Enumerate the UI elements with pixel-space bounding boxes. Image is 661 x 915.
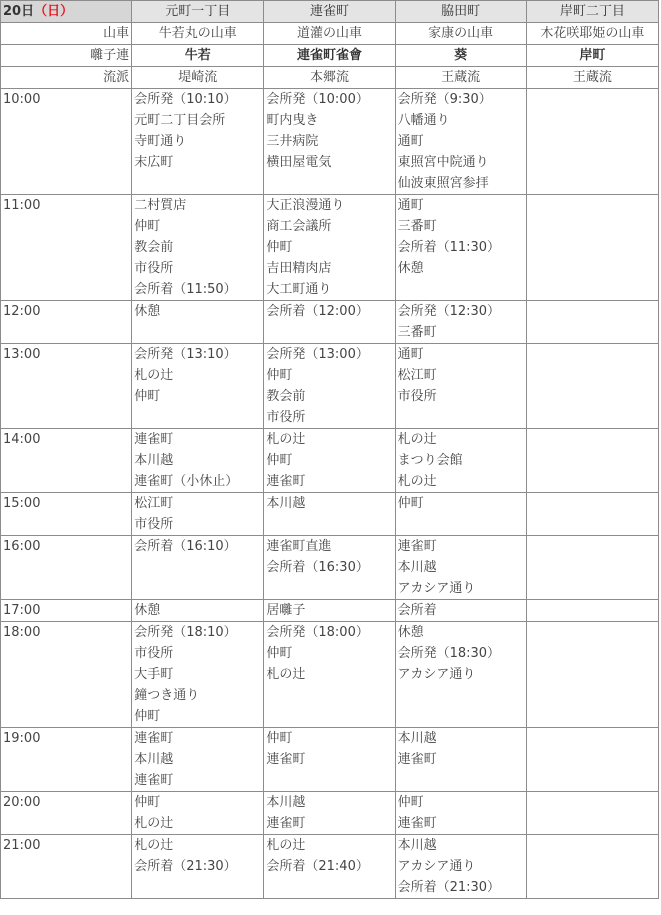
route-cell bbox=[395, 301, 526, 344]
route-stop: 仲町 bbox=[397, 496, 424, 511]
route-cell bbox=[132, 792, 264, 835]
route-stop: 会所着（21:30） bbox=[397, 880, 501, 895]
route-stop: 連雀町 bbox=[134, 731, 174, 746]
schedule-row bbox=[1, 89, 659, 195]
route-stop: 大手町 bbox=[134, 667, 174, 682]
route-stop: 会所発（13:00） bbox=[266, 347, 369, 362]
route-cell bbox=[132, 835, 264, 899]
route-cell bbox=[264, 301, 395, 344]
route-cell bbox=[395, 835, 526, 899]
route-cell bbox=[132, 493, 264, 536]
route-stop: 仲町 bbox=[266, 368, 293, 383]
time-cell: 12:00 bbox=[1, 301, 132, 344]
route-stop: 会所発（18:30） bbox=[397, 646, 501, 661]
route-cell bbox=[132, 429, 264, 493]
time-cell: 14:00 bbox=[1, 429, 132, 493]
route-stop: 教会前 bbox=[266, 389, 306, 404]
route-stop: 松江町 bbox=[134, 496, 174, 511]
route-stop: 松江町 bbox=[397, 368, 437, 383]
route-cell bbox=[526, 493, 658, 536]
schedule-row bbox=[1, 622, 659, 728]
info-row-label: 山車 bbox=[1, 23, 132, 45]
route-stop: 市役所 bbox=[266, 410, 306, 425]
route-cell bbox=[526, 195, 658, 301]
route-stop: 仲町 bbox=[266, 453, 293, 468]
route-cell bbox=[526, 728, 658, 792]
route-stop: 大工町通り bbox=[266, 282, 332, 297]
route-cell bbox=[264, 835, 395, 899]
route-stop: 連雀町 bbox=[266, 816, 306, 831]
route-stop: 鐘つき通り bbox=[134, 688, 200, 703]
route-stop: 三井病院 bbox=[266, 134, 319, 149]
route-cell bbox=[264, 344, 395, 429]
time-cell: 15:00 bbox=[1, 493, 132, 536]
info-cell: 牛若丸の山車 bbox=[132, 23, 264, 45]
route-stop: 本川越 bbox=[266, 496, 306, 511]
route-stop: アカシア通り bbox=[397, 859, 476, 874]
route-stop: 八幡通り bbox=[397, 113, 450, 128]
time-cell: 16:00 bbox=[1, 536, 132, 600]
route-stop: まつり会館 bbox=[397, 453, 463, 468]
route-cell bbox=[264, 728, 395, 792]
route-stop: 会所発（10:10） bbox=[134, 92, 237, 107]
route-stop: 仲町 bbox=[266, 731, 293, 746]
time-cell: 20:00 bbox=[1, 792, 132, 835]
route-stop: 会所着（16:10） bbox=[134, 539, 237, 554]
route-cell bbox=[132, 89, 264, 195]
route-stop: 会所着（21:30） bbox=[134, 859, 237, 874]
route-cell bbox=[526, 89, 658, 195]
route-stop: 仙波東照宮参拝 bbox=[397, 176, 489, 191]
route-stop: 本川越 bbox=[397, 838, 437, 853]
route-cell bbox=[132, 600, 264, 622]
time-cell: 19:00 bbox=[1, 728, 132, 792]
route-stop: 会所着（21:40） bbox=[266, 859, 369, 874]
route-stop: 仲町 bbox=[134, 709, 161, 724]
day-of-week-label: （日） bbox=[34, 4, 74, 19]
route-cell bbox=[526, 536, 658, 600]
route-stop: 本川越 bbox=[134, 453, 174, 468]
route-stop: 会所着 bbox=[397, 603, 437, 618]
route-stop: 仲町 bbox=[266, 646, 293, 661]
route-cell bbox=[264, 536, 395, 600]
route-cell bbox=[264, 195, 395, 301]
route-stop: 本川越 bbox=[134, 752, 174, 767]
route-stop: 三番町 bbox=[397, 219, 437, 234]
route-stop: 本川越 bbox=[397, 731, 437, 746]
town-header-row bbox=[1, 1, 659, 23]
town-header-renjakucho: 連雀町 bbox=[264, 1, 395, 23]
route-cell bbox=[264, 622, 395, 728]
route-stop: 仲町 bbox=[266, 240, 293, 255]
route-stop: 札の辻 bbox=[134, 368, 174, 383]
route-stop: 市役所 bbox=[134, 517, 174, 532]
schedule-row bbox=[1, 728, 659, 792]
schedule-row bbox=[1, 493, 659, 536]
date-label: 20日 bbox=[3, 4, 35, 19]
route-stop: 会所着（11:50） bbox=[134, 282, 237, 297]
route-cell bbox=[264, 792, 395, 835]
route-stop: 休憩 bbox=[397, 261, 424, 276]
schedule-row bbox=[1, 301, 659, 344]
route-stop: 連雀町 bbox=[397, 816, 437, 831]
route-stop: アカシア通り bbox=[397, 581, 476, 596]
info-cell: 王蔵流 bbox=[526, 67, 658, 89]
route-cell bbox=[526, 429, 658, 493]
route-cell bbox=[395, 728, 526, 792]
time-cell: 21:00 bbox=[1, 835, 132, 899]
date-corner-cell bbox=[1, 1, 132, 23]
schedule-rows bbox=[1, 89, 659, 899]
route-cell bbox=[132, 344, 264, 429]
route-stop: 三番町 bbox=[397, 325, 437, 340]
info-rows bbox=[1, 23, 659, 89]
route-cell bbox=[395, 195, 526, 301]
route-cell bbox=[526, 622, 658, 728]
route-stop: 寺町通り bbox=[134, 134, 187, 149]
schedule-header bbox=[1, 1, 659, 23]
route-cell bbox=[395, 622, 526, 728]
route-stop: 連雀町 bbox=[266, 474, 306, 489]
info-row bbox=[1, 45, 659, 67]
route-stop: 札の辻 bbox=[266, 667, 306, 682]
info-cell: 道灌の山車 bbox=[264, 23, 395, 45]
route-cell bbox=[264, 493, 395, 536]
route-stop: 通町 bbox=[397, 347, 424, 362]
info-row-label: 流派 bbox=[1, 67, 132, 89]
schedule-row bbox=[1, 536, 659, 600]
route-stop: 横田屋電気 bbox=[266, 155, 332, 170]
route-stop: 仲町 bbox=[134, 795, 161, 810]
route-cell bbox=[132, 195, 264, 301]
route-cell bbox=[132, 301, 264, 344]
route-stop: 札の辻 bbox=[266, 432, 306, 447]
info-cell: 王蔵流 bbox=[395, 67, 526, 89]
route-stop: 教会前 bbox=[134, 240, 174, 255]
route-cell bbox=[395, 600, 526, 622]
route-stop: 市役所 bbox=[397, 389, 437, 404]
route-stop: 大正浪漫通り bbox=[266, 198, 345, 213]
route-cell bbox=[395, 344, 526, 429]
time-cell: 11:00 bbox=[1, 195, 132, 301]
route-cell bbox=[395, 536, 526, 600]
info-cell: 葵 bbox=[395, 45, 526, 67]
route-cell bbox=[395, 493, 526, 536]
info-cell: 本郷流 bbox=[264, 67, 395, 89]
route-cell bbox=[526, 792, 658, 835]
route-cell bbox=[526, 344, 658, 429]
route-stop: 連雀町（小休止） bbox=[134, 474, 239, 489]
route-stop: 二村質店 bbox=[134, 198, 187, 213]
route-stop: 札の辻 bbox=[134, 816, 174, 831]
route-stop: 札の辻 bbox=[397, 474, 437, 489]
route-cell bbox=[132, 536, 264, 600]
route-stop: 休憩 bbox=[134, 603, 161, 618]
schedule-row bbox=[1, 195, 659, 301]
route-stop: 仲町 bbox=[397, 795, 424, 810]
route-stop: 会所発（9:30） bbox=[397, 92, 492, 107]
info-cell: 連雀町雀會 bbox=[264, 45, 395, 67]
town-header-kishimachi: 岸町二丁目 bbox=[526, 1, 658, 23]
schedule-row bbox=[1, 600, 659, 622]
town-header-motomachi: 元町一丁目 bbox=[132, 1, 264, 23]
town-header-wakitacho: 脇田町 bbox=[395, 1, 526, 23]
info-row bbox=[1, 67, 659, 89]
route-stop: 会所着（11:30） bbox=[397, 240, 501, 255]
route-cell bbox=[395, 792, 526, 835]
info-cell: 牛若 bbox=[132, 45, 264, 67]
route-stop: 札の辻 bbox=[134, 838, 174, 853]
time-cell: 17:00 bbox=[1, 600, 132, 622]
time-cell: 18:00 bbox=[1, 622, 132, 728]
route-stop: 末広町 bbox=[134, 155, 174, 170]
route-cell bbox=[526, 835, 658, 899]
route-cell bbox=[395, 89, 526, 195]
route-cell bbox=[264, 600, 395, 622]
info-cell: 木花咲耶姫の山車 bbox=[526, 23, 658, 45]
route-stop: 市役所 bbox=[134, 261, 174, 276]
route-stop: 本川越 bbox=[266, 795, 306, 810]
route-stop: 会所着（16:30） bbox=[266, 560, 369, 575]
route-cell bbox=[395, 429, 526, 493]
route-stop: 休憩 bbox=[397, 625, 424, 640]
route-stop: 休憩 bbox=[134, 304, 161, 319]
route-stop: 会所発（10:00） bbox=[266, 92, 369, 107]
route-stop: 市役所 bbox=[134, 646, 174, 661]
route-stop: 会所発（12:30） bbox=[397, 304, 501, 319]
route-stop: 本川越 bbox=[397, 560, 437, 575]
route-stop: 札の辻 bbox=[266, 838, 306, 853]
route-stop: 連雀町 bbox=[397, 539, 437, 554]
route-stop: 仲町 bbox=[134, 219, 161, 234]
route-stop: 会所着（12:00） bbox=[266, 304, 369, 319]
route-stop: 連雀町直進 bbox=[266, 539, 332, 554]
route-stop: 通町 bbox=[397, 134, 424, 149]
schedule-row bbox=[1, 344, 659, 429]
info-cell: 岸町 bbox=[526, 45, 658, 67]
info-row bbox=[1, 23, 659, 45]
schedule-row bbox=[1, 792, 659, 835]
route-stop: 東照宮中院通り bbox=[397, 155, 489, 170]
route-stop: 連雀町 bbox=[397, 752, 437, 767]
schedule-row bbox=[1, 835, 659, 899]
route-cell bbox=[132, 728, 264, 792]
route-stop: 札の辻 bbox=[397, 432, 437, 447]
info-row-label: 囃子連 bbox=[1, 45, 132, 67]
route-stop: 仲町 bbox=[134, 389, 161, 404]
route-cell bbox=[132, 622, 264, 728]
route-stop: 町内曳き bbox=[266, 113, 319, 128]
route-stop: 会所発（18:10） bbox=[134, 625, 237, 640]
route-stop: 吉田精肉店 bbox=[266, 261, 332, 276]
time-cell: 13:00 bbox=[1, 344, 132, 429]
route-stop: 居囃子 bbox=[266, 603, 306, 618]
time-cell: 10:00 bbox=[1, 89, 132, 195]
route-stop: 連雀町 bbox=[134, 432, 174, 447]
route-cell bbox=[526, 600, 658, 622]
schedule-row bbox=[1, 429, 659, 493]
route-stop: 元町二丁目会所 bbox=[134, 113, 226, 128]
route-stop: 商工会議所 bbox=[266, 219, 332, 234]
route-stop: 通町 bbox=[397, 198, 424, 213]
info-cell: 家康の山車 bbox=[395, 23, 526, 45]
route-cell bbox=[264, 89, 395, 195]
route-stop: アカシア通り bbox=[397, 667, 476, 682]
info-cell: 堤崎流 bbox=[132, 67, 264, 89]
route-cell bbox=[264, 429, 395, 493]
route-stop: 会所発（18:00） bbox=[266, 625, 369, 640]
route-stop: 会所発（13:10） bbox=[134, 347, 237, 362]
route-cell bbox=[526, 301, 658, 344]
route-stop: 連雀町 bbox=[266, 752, 306, 767]
route-stop: 連雀町 bbox=[134, 773, 174, 788]
